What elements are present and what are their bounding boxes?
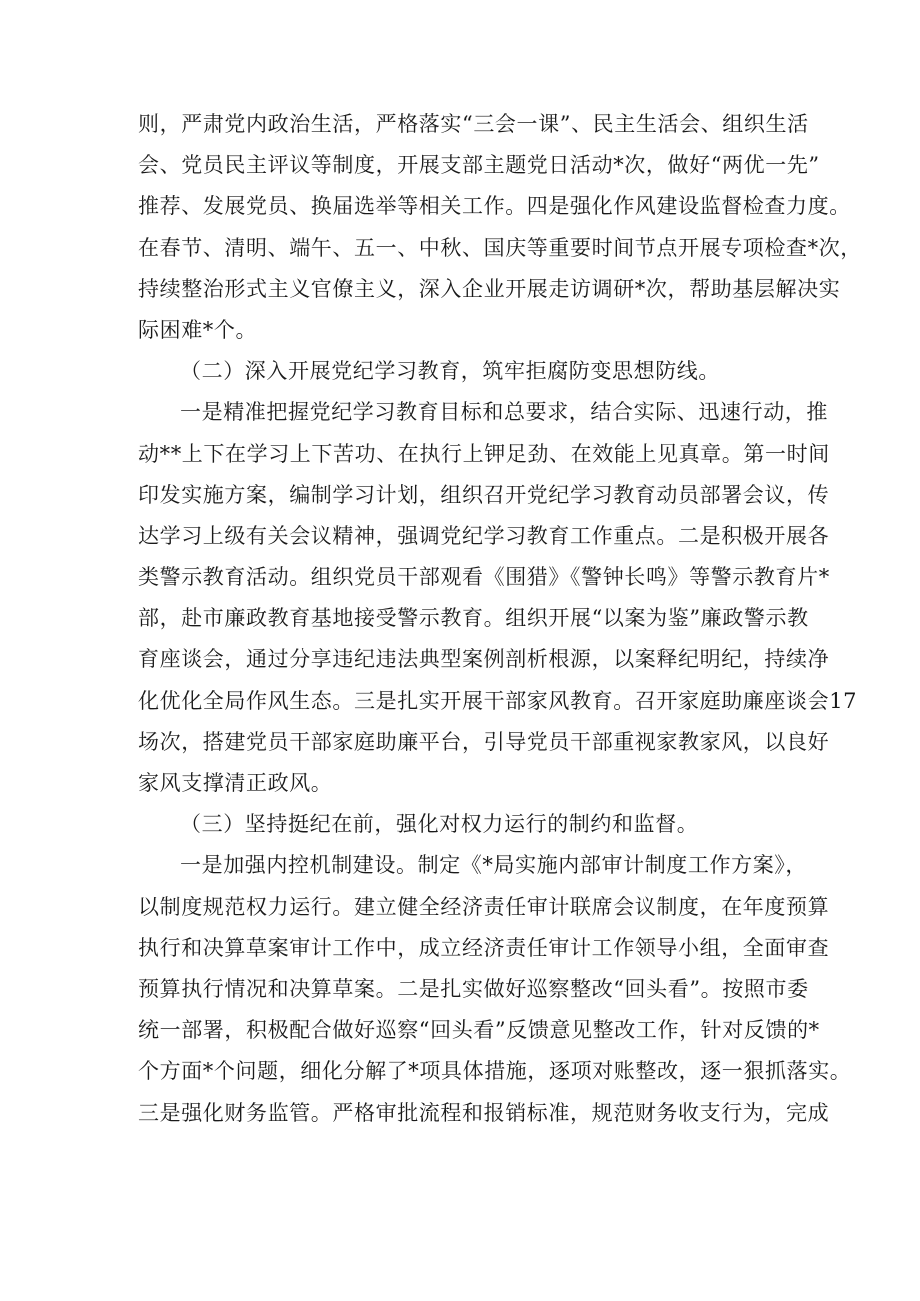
heading-line: （三）坚持挺纪在前，强化对权力运行的制约和监督。 bbox=[180, 812, 699, 837]
text-line: 执行和决算草案审计工作中，成立经济责任审计工作领导小组，全面审查 bbox=[138, 935, 830, 960]
text-line: 三是强化财务监管。严格审批流程和报销标准，规范财务收支行为，完成 bbox=[138, 1100, 830, 1125]
text-line: 则，严肃党内政治生活，严格落实“三会一课”、民主生活会、组织生活 bbox=[138, 112, 809, 136]
text-line: 场次，搭建党员干部家庭助廉平台，引导党员干部重视家教家风，以良好 bbox=[138, 729, 830, 754]
heading-line: （二）深入开展党纪学习教育，筑牢拒腐防变思想防线。 bbox=[180, 359, 720, 384]
text-line: 在春节、清明、端午、五一、中秋、国庆等重要时间节点开展专项检查*次， bbox=[138, 235, 862, 260]
paragraph-continuation bbox=[138, 104, 862, 351]
section-heading-2 bbox=[138, 351, 796, 392]
text-line: 持续整治形式主义官僚主义，深入企业开展走访调研*次，帮助基层解决实 bbox=[138, 276, 841, 301]
text-line: 推荐、发展党员、换届选举等相关工作。四是强化作风建设监督检查力度。 bbox=[138, 194, 851, 219]
text-line: 一是精准把握党纪学习教育目标和总要求，结合实际、迅速行动，推 bbox=[180, 400, 828, 425]
paragraph-party-discipline bbox=[138, 392, 858, 804]
text-line: 际困难*个。 bbox=[138, 317, 258, 342]
text-line: 以制度规范权力运行。建立健全经济责任审计联席会议制度，在年度预算 bbox=[138, 894, 830, 919]
document-body bbox=[138, 104, 862, 1134]
text-line: 一是加强内控机制建设。制定《*局实施内部审计制度工作方案》， bbox=[180, 853, 807, 878]
text-line: 会、党员民主评议等制度，开展支部主题党日活动*次，做好“两优一先” bbox=[138, 153, 820, 178]
text-line: 家风支撑清正政风。 bbox=[138, 771, 333, 795]
text-line: 印发实施方案，编制学习计划，组织召开党纪学习教育动员部署会议，传 bbox=[138, 482, 830, 507]
text-line: 个方面*个问题，细化分解了*项具体措施，逐项对账整改，逐一狠抓落实。 bbox=[138, 1059, 852, 1084]
section-heading-3 bbox=[138, 804, 796, 845]
text-line: 部，赴市廉政教育基地接受警示教育。组织开展“以案为鉴”廉政警示教 bbox=[138, 606, 809, 631]
paragraph-power-oversight bbox=[138, 845, 852, 1133]
text-line: 预算执行情况和决算草案。二是扎实做好巡察整改“回头看”。按照市委 bbox=[138, 976, 809, 1001]
text-line: 类警示教育活动。组织党员干部观看《围猎》《警钟长鸣》等警示教育片* bbox=[138, 565, 830, 590]
text-line: 育座谈会，通过分享违纪违法典型案例剖析根源，以案释纪明纪，持续净 bbox=[138, 647, 830, 672]
text-line: 达学习上级有关会议精神，强调党纪学习教育工作重点。二是积极开展各 bbox=[138, 523, 830, 548]
text-line: 统一部署，积极配合做好巡察“回头看”反馈意见整改工作，针对反馈的* bbox=[138, 1018, 820, 1043]
text-line: 化优化全局作风生态。三是扎实开展干部家风教育。召开家庭助廉座谈会17 bbox=[138, 688, 858, 713]
text-line: 动**上下在学习上下苦功、在执行上钾足劲、在效能上见真章。第一时间 bbox=[138, 441, 830, 466]
